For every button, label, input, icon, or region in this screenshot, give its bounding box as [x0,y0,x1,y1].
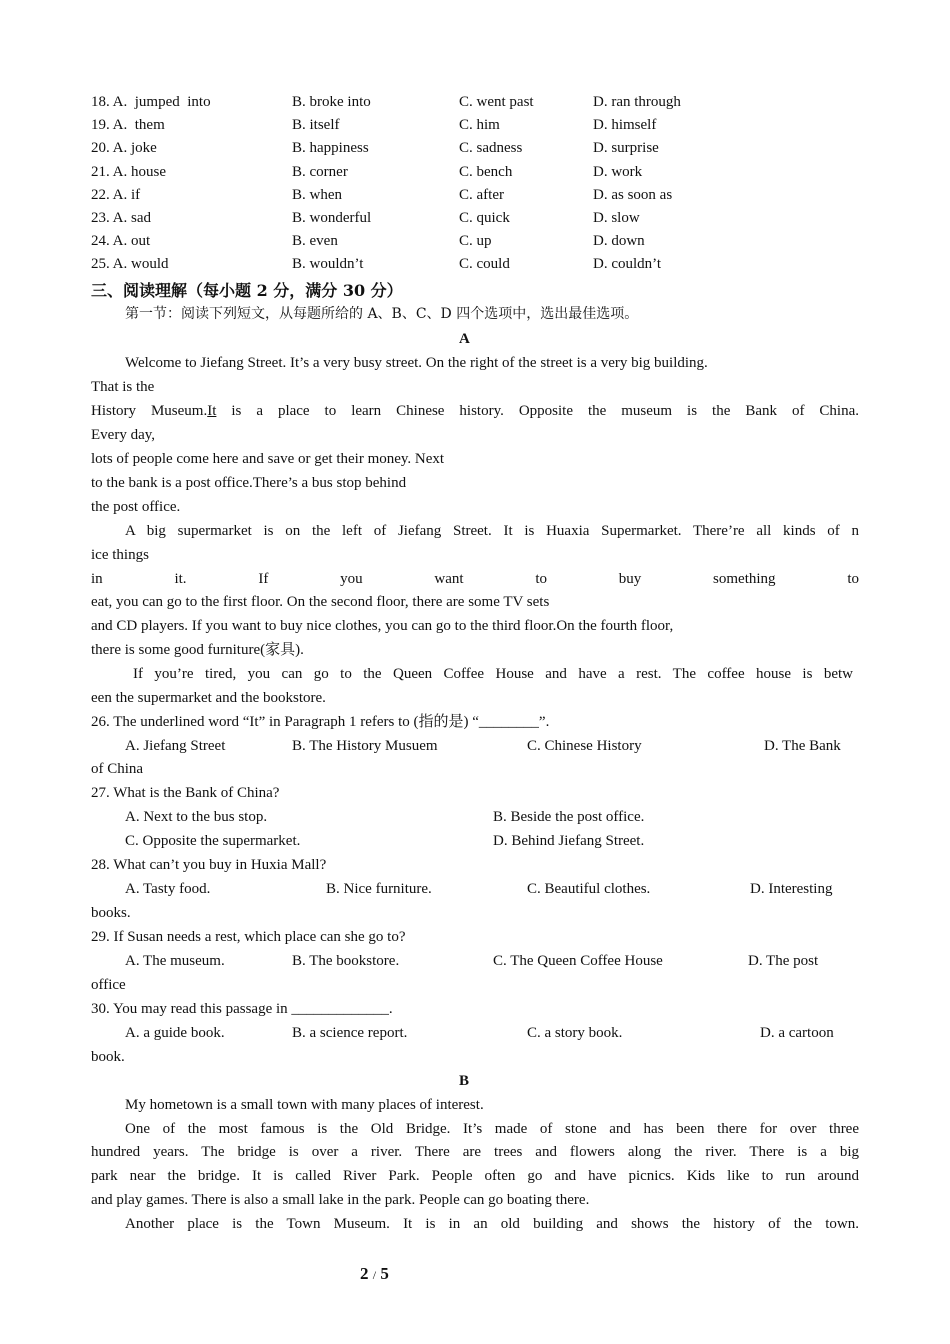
passage-a-line: That is the [91,379,155,395]
cloze-number: 25. [91,256,110,273]
q27-option-a: A. Next to the bus stop. [125,809,268,825]
section-instruction: 第一节：阅读下列短文，从每题所给的 A、B、C、D 四个选项中，选出最佳选项。 [125,306,639,322]
q28-option-d: D. Interesting [750,881,833,897]
passage-a-line: to the bank is a post office.There’s a bus stop behind [91,475,407,491]
cloze-option-b: B. wonderful [292,210,372,226]
passage-b-line: and play games. There is also a small lake in the park. People can go boating there. [91,1192,590,1208]
q26-option-c: C. Chinese History [527,738,642,754]
cloze-option-b: B. broke into [292,94,371,110]
q28-option-c: C. Beautiful clothes. [527,881,651,897]
passage-b-line: Another place is the Town Museum. It is in an old building and shows the history of the town. [125,1216,859,1232]
q29-option-d-continued: office [91,977,126,993]
q26-option-d-continued: of China [91,761,144,777]
q27-option-d: D. Behind Jiefang Street. [493,833,645,849]
cloze-option-d: D. couldn’t [593,256,662,273]
passage-a-line: lots of people come here and save or get their money. Next [91,451,445,467]
cloze-option-d: D. as soon as [593,186,673,203]
passage-b-line: hundred years. The bridge is over a river. There are trees and flowers along the river. There is a big [91,1144,859,1160]
passage-b-line: park near the bridge. It is called River Park. People often go and have picnics. Kids like to run around [91,1168,859,1184]
q30-option-d: D. a cartoon [760,1025,834,1041]
cloze-option-d: D. ran through [593,94,681,110]
cloze-number: 23. [91,210,110,226]
q27-option-c: C. Opposite the supermarket. [125,833,301,849]
q30-option-b: B. a science report. [292,1025,408,1041]
question-26: 26. The underlined word “It” in Paragraph 1 refers to (指的是) “________”. [91,714,550,730]
passage-a-line: A big supermarket is on the left of Jiefang Street. It is Huaxia Supermarket. There’re all kinds of n [125,523,859,539]
q26-option-d: D. The Bank [764,738,841,754]
cloze-option-a: 19. A. them [91,117,165,134]
underlined-it: It [207,403,217,419]
cloze-option-d: D. work [593,163,643,180]
q29-option-a: A. The museum. [125,953,225,969]
passage-a-line: Welcome to Jiefang Street. It’s a very busy street. On the right of the street is a very big building. [125,355,708,371]
cloze-number: 20. [91,140,110,157]
q30-option-a: A. a guide book. [125,1025,225,1041]
cloze-option-c: C. bench [459,163,513,180]
q26-option-b: B. The History Musuem [292,738,438,754]
q28-option-b: B. Nice furniture. [326,881,432,897]
cloze-option-c: C. quick [459,210,510,226]
cloze-number: 19. [91,117,110,134]
passage-a-line: the post office. [91,499,181,515]
cloze-option-a: 24. A. out [91,233,151,250]
cloze-option-a: 25. A. would [91,256,169,273]
cloze-option-b: B. itself [292,117,340,134]
cloze-option-c: C. sadness [459,140,523,157]
passage-b-line: My hometown is a small town with many places of interest. [125,1097,484,1113]
cloze-option-a: 18. A. jumped into [91,94,211,110]
q30-option-c: C. a story book. [527,1025,623,1041]
question-28: 28. What can’t you buy in Huxia Mall? [91,857,327,873]
cloze-number: 18. [91,94,110,110]
cloze-option-a: 22. A. if [91,186,141,203]
passage-a-line: Every day, [91,427,155,443]
section-heading: 三、阅读理解（每小题 2 分，满分 30 分） [91,281,403,300]
cloze-number: 24. [91,233,110,250]
cloze-number: 21. [91,163,110,180]
cloze-option-c: C. went past [459,94,534,110]
q28-option-a: A. Tasty food. [125,881,211,897]
cloze-option-b: B. when [292,186,342,203]
cloze-option-c: C. up [459,233,492,250]
q29-option-c: C. The Queen Coffee House [493,953,663,969]
passage-a-line: eat, you can go to the first floor. On the second floor, there are some TV sets [91,594,550,610]
q27-option-b: B. Beside the post office. [493,809,645,825]
q29-option-d: D. The post [748,953,819,969]
cloze-option-d: D. surprise [593,140,659,157]
page-number: 2 / 5 [360,1264,389,1283]
cloze-option-b: B. happiness [292,140,369,157]
question-29: 29. If Susan needs a rest, which place can she go to? [91,929,406,945]
passage-a-line: there is some good furniture(家具). [91,642,304,658]
question-27: 27. What is the Bank of China? [91,785,280,801]
cloze-option-d: D. down [593,233,645,250]
cloze-option-c: C. him [459,117,500,134]
cloze-option-b: B. corner [292,163,348,180]
passage-b-line: One of the most famous is the Old Bridge. It’s made of stone and has been there for over three [125,1121,859,1137]
passage-a-line: ice things [91,547,149,563]
passage-a-line: in it. If you want to buy something to [91,571,859,587]
q29-option-b: B. The bookstore. [292,953,400,969]
cloze-option-b: B. even [292,233,338,250]
cloze-option-a: 20. A. joke [91,140,157,157]
passage-a-line: If you’re tired, you can go to the Queen Coffee House and have a rest. The coffee house is betw [133,666,853,682]
cloze-option-d: D. slow [593,210,640,226]
cloze-number: 22. [91,186,110,203]
q26-option-a: A. Jiefang Street [125,738,226,754]
q30-option-d-continued: book. [91,1049,125,1065]
cloze-option-a: 21. A. house [91,163,166,180]
cloze-option-a: 23. A. sad [91,210,151,226]
passage-a-line: een the supermarket and the bookstore. [91,690,326,706]
cloze-option-c: C. after [459,186,504,203]
cloze-option-d: D. himself [593,117,657,134]
passage-a-line: History Museum.It is a place to learn Chinese history. Opposite the museum is the Bank of China. [91,403,859,419]
q28-option-d-continued: books. [91,905,131,921]
question-30: 30. You may read this passage in _____________. [91,1001,393,1017]
cloze-option-c: C. could [459,256,510,273]
passage-a-label: A [459,331,470,347]
cloze-option-b: B. wouldn’t [292,256,364,273]
passage-a-line: and CD players. If you want to buy nice clothes, you can go to the third floor.On the fourth floor, [91,618,674,634]
passage-b-label: B [459,1073,470,1089]
